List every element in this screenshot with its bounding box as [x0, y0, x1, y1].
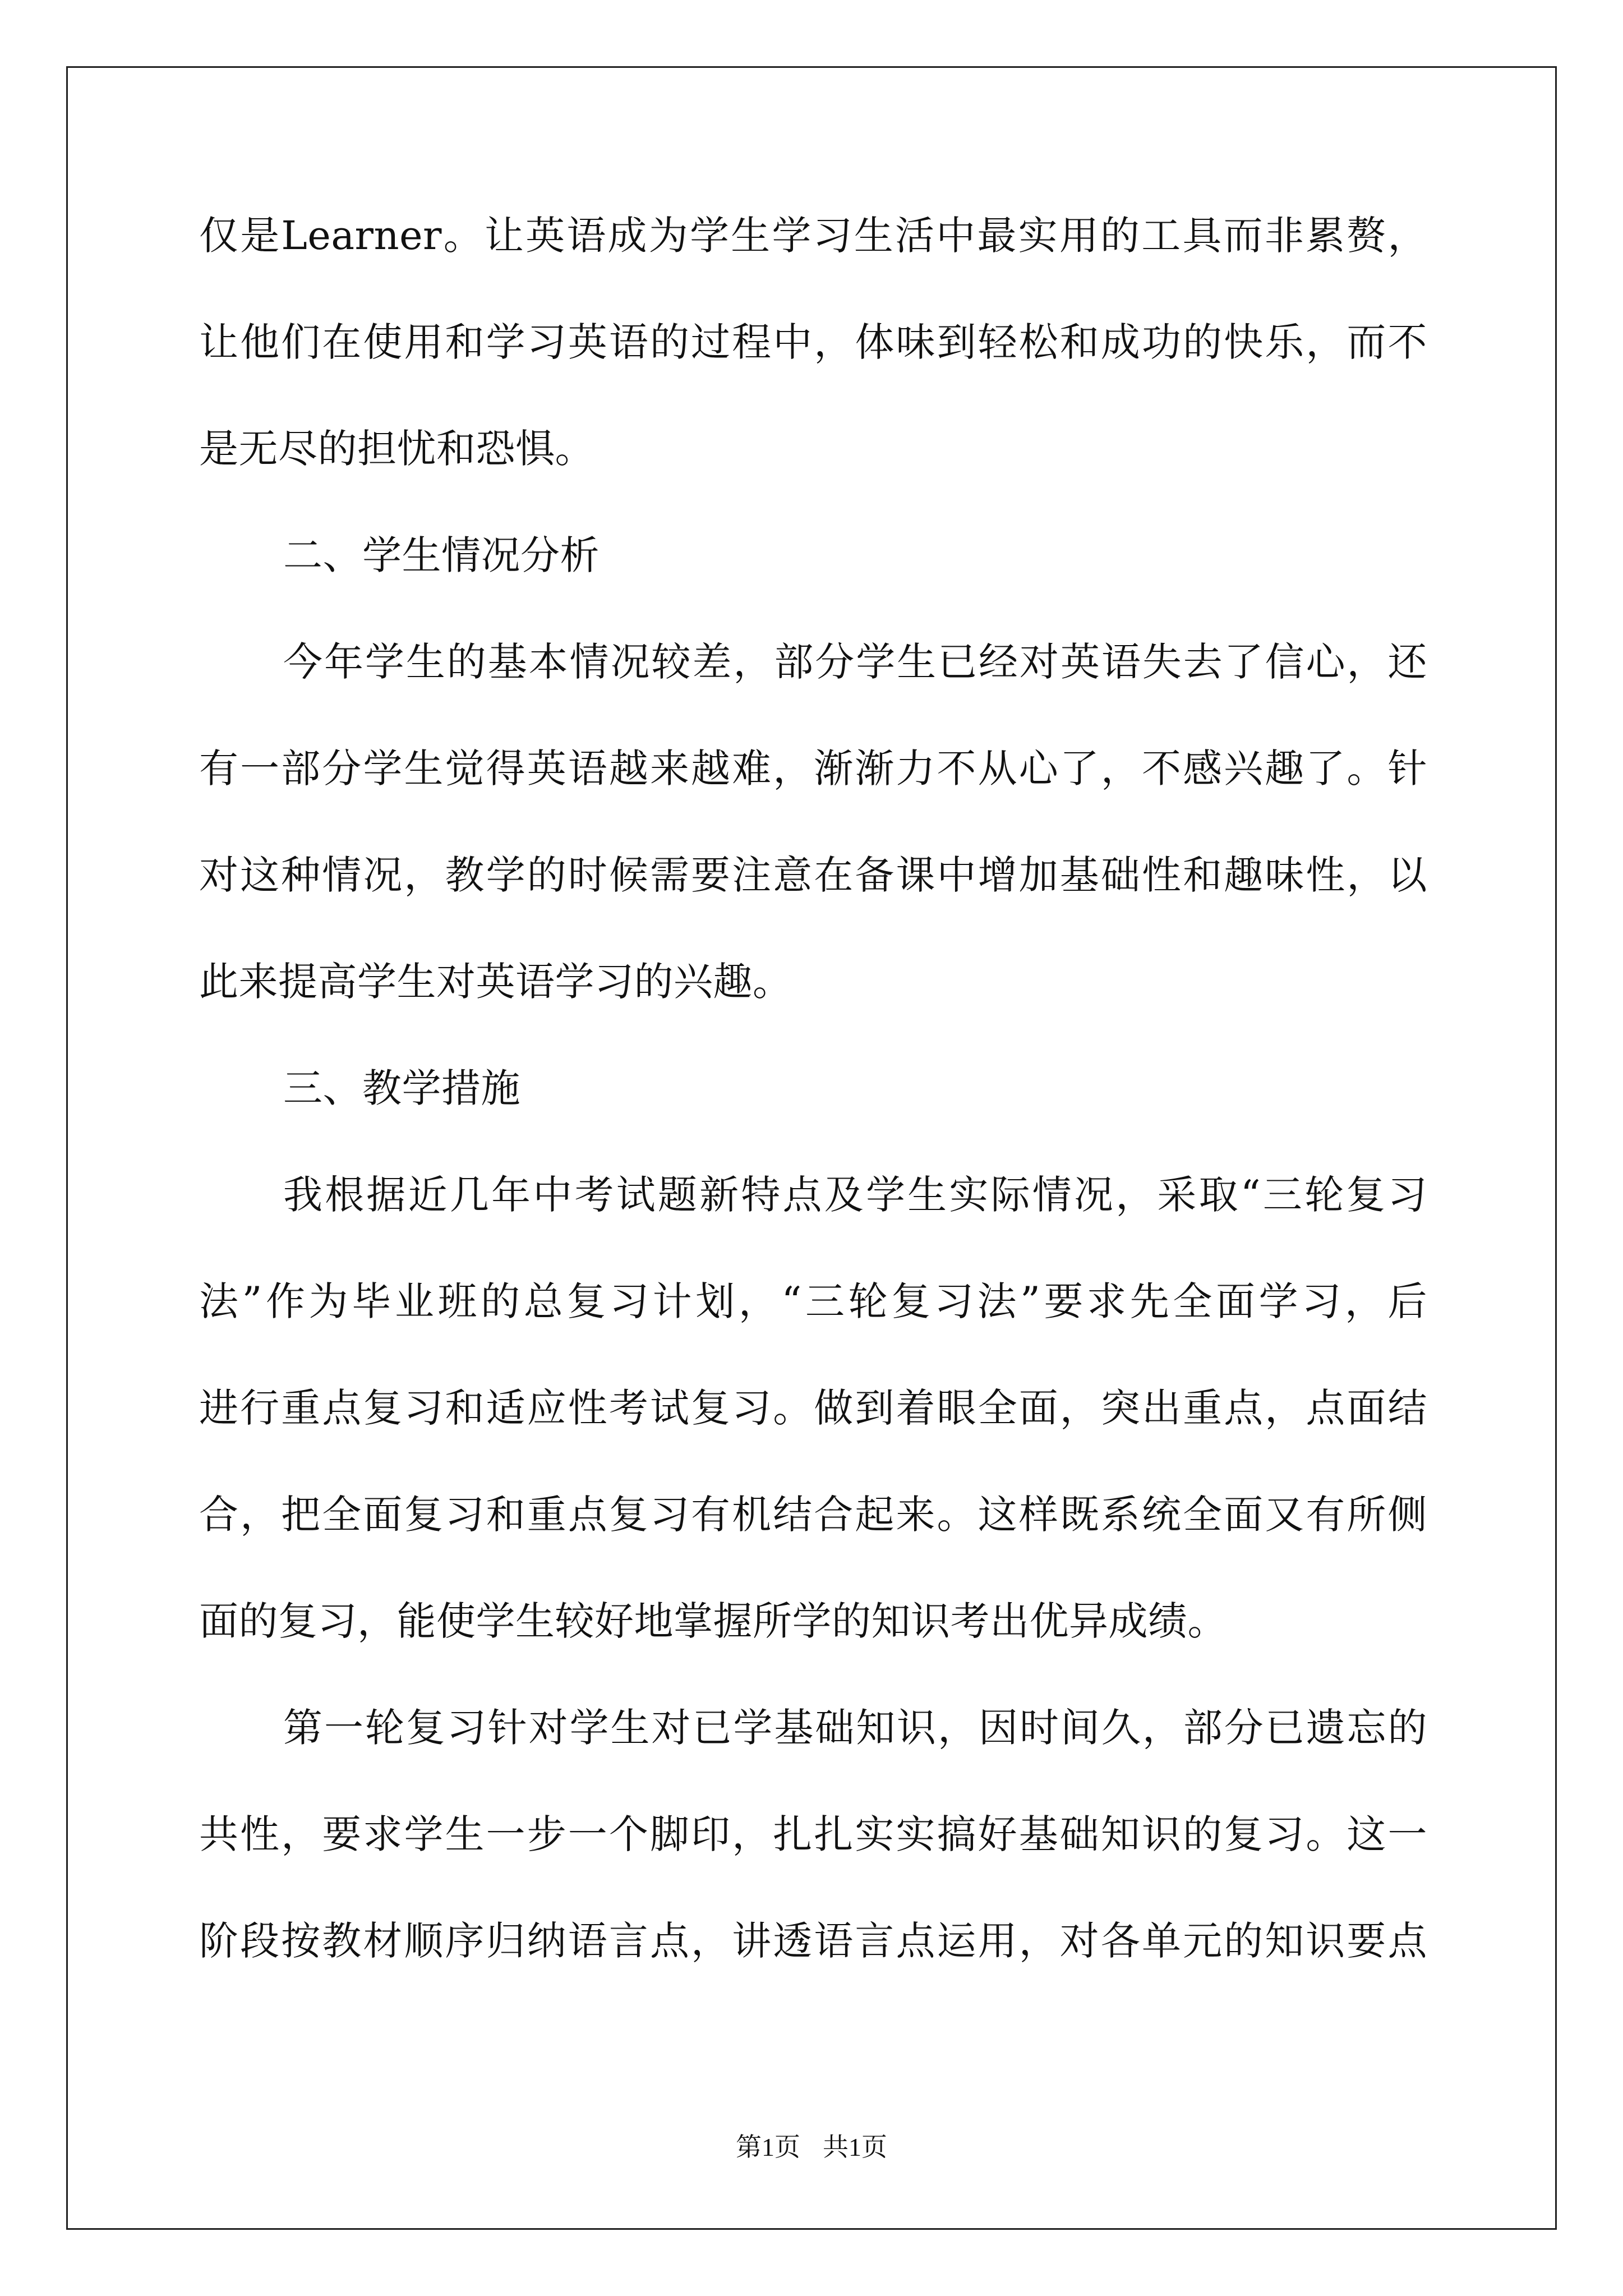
section-heading: 二、学生情况分析 — [283, 532, 600, 578]
page-number: 第1页 — [736, 2133, 800, 2161]
text-line: 让他们在使用和学习英语的过程中，体味到轻松和成功的快乐，而不 — [199, 319, 1427, 365]
page-total: 共1页 — [823, 2133, 887, 2161]
text-line: 阶段按教材顺序归纳语言点，讲透语言点运用，对各单元的知识要点 — [199, 1918, 1427, 1964]
text-line: 合，把全面复习和重点复习有机结合起来。这样既系统全面又有所侧 — [199, 1492, 1427, 1538]
page-border — [66, 66, 1557, 2230]
text-line: 共性，要求学生一步一个脚印，扎扎实实搞好基础知识的复习。这一 — [199, 1811, 1427, 1857]
text-line: 法”作为毕业班的总复习计划，“三轮复习法”要求先全面学习，后 — [199, 1278, 1427, 1324]
text-line: 是无尽的担忧和恐惧。 — [199, 426, 594, 472]
text-line: 此来提高学生对英语学习的兴趣。 — [199, 959, 792, 1005]
text-line: 面的复习，能使学生较好地掌握所学的知识考出优异成绩。 — [199, 1598, 1227, 1644]
text-line: 有一部分学生觉得英语越来越难，渐渐力不从心了，不感兴趣了。针 — [199, 746, 1427, 792]
text-line: 我根据近几年中考试题新特点及学生实际情况，采取“三轮复习 — [283, 1172, 1427, 1218]
section-heading: 三、教学措施 — [283, 1065, 520, 1111]
page-footer — [0, 2131, 1623, 2164]
text-line: 第一轮复习针对学生对已学基础知识，因时间久，部分已遗忘的 — [283, 1705, 1427, 1751]
text-line: 仅是Learner。让英语成为学生学习生活中最实用的工具而非累赘， — [199, 213, 1427, 259]
text-line: 进行重点复习和适应性考试复习。做到着眼全面，突出重点，点面结 — [199, 1385, 1427, 1431]
text-line: 对这种情况，教学的时候需要注意在备课中增加基础性和趣味性，以 — [199, 852, 1427, 898]
text-line: 今年学生的基本情况较差，部分学生已经对英语失去了信心，还 — [283, 639, 1427, 685]
